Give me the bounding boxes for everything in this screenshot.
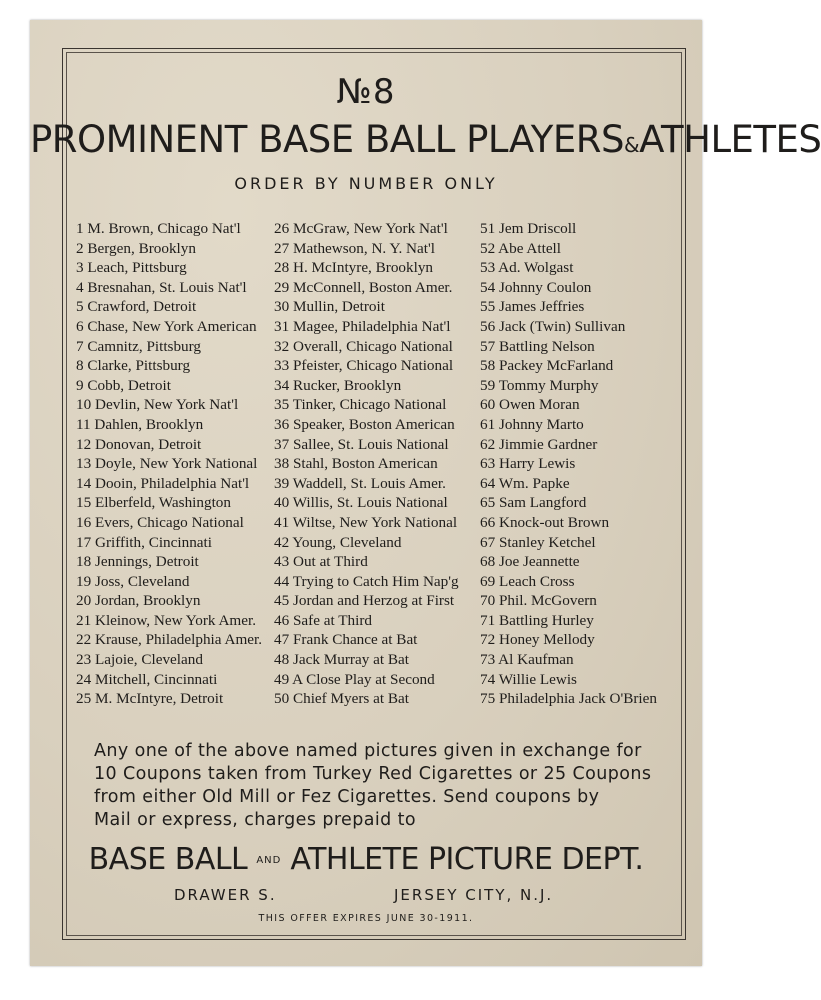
player-column-3-item: 67 Stanley Ketchel: [480, 533, 596, 551]
player-column-3-item: 71 Battling Hurley: [480, 611, 594, 629]
player-column-3-item: 64 Wm. Papke: [480, 474, 570, 492]
player-column-1-item: 5 Crawford, Detroit: [76, 298, 197, 316]
player-column-2-item: 30 Mullin, Detroit: [274, 298, 385, 316]
player-column-2-item: 49 A Close Play at Second: [274, 670, 435, 688]
player-column-2-item: 44 Trying to Catch Him Nap'g: [274, 572, 459, 590]
player-column-2-item: 35 Tinker, Chicago National: [274, 396, 447, 414]
title-ampersand: &: [623, 133, 640, 157]
player-column-3-item: 75 Philadelphia Jack O'Brien: [480, 690, 657, 708]
player-column-3-item: 62 Jimmie Gardner: [480, 435, 598, 453]
offer-text-item: Mail or express, charges prepaid to: [94, 810, 416, 830]
order-instruction: ORDER BY NUMBER ONLY: [234, 174, 498, 193]
player-column-3-item: 74 Willie Lewis: [480, 670, 577, 688]
player-column-3-item: 51 Jem Driscoll: [480, 220, 577, 237]
player-column-1-item: 18 Jennings, Detroit: [76, 553, 199, 571]
player-column-2-item: 31 Magee, Philadelphia Nat'l: [274, 317, 451, 335]
player-column-3-item: 70 Phil. McGovern: [480, 592, 597, 610]
player-column-2-item: 41 Wiltse, New York National: [274, 513, 458, 531]
player-column-1-item: 21 Kleinow, New York Amer.: [76, 611, 256, 629]
player-column-2-item: 39 Waddell, St. Louis Amer.: [274, 474, 446, 492]
player-column-1-item: 9 Cobb, Detroit: [76, 376, 171, 394]
player-column-2-item: 36 Speaker, Boston American: [274, 415, 455, 433]
player-column-1-item: 14 Dooin, Philadelphia Nat'l: [76, 474, 250, 492]
player-column-2-item: 50 Chief Myers at Bat: [274, 690, 409, 708]
player-column-3-item: 52 Abe Attell: [480, 239, 561, 257]
offer-expiry: THIS OFFER EXPIRES JUNE 30-1911.: [258, 913, 474, 924]
player-column-1-item: 2 Bergen, Brooklyn: [76, 239, 196, 257]
department-name: [30, 842, 702, 877]
player-column-1-item: 10 Devlin, New York Nat'l: [76, 396, 239, 414]
player-column-1-item: 25 M. McIntyre, Detroit: [76, 690, 224, 708]
player-column-1-item: 11 Dahlen, Brooklyn: [76, 415, 204, 433]
player-column-2-item: 27 Mathewson, N. Y. Nat'l: [274, 239, 435, 257]
player-column-2-item: 43 Out at Third: [274, 553, 368, 571]
player-column-2-item: 28 H. McIntyre, Brooklyn: [274, 259, 434, 277]
player-column-1: [76, 219, 262, 709]
player-column-3-item: 72 Honey Mellody: [480, 631, 595, 649]
player-column-3-item: 68 Joe Jeannette: [480, 553, 580, 571]
city-address: JERSEY CITY, N.J.: [394, 886, 554, 904]
player-column-3-item: 57 Battling Nelson: [480, 337, 595, 355]
offer-text: [94, 740, 674, 832]
dept-base-ball: BASE BALL: [88, 842, 248, 877]
player-column-2-item: 42 Young, Cleveland: [274, 533, 402, 551]
player-column-1-item: 1 M. Brown, Chicago Nat'l: [76, 220, 241, 237]
player-column-2-item: 47 Frank Chance at Bat: [274, 631, 418, 649]
player-column-2-item: 45 Jordan and Herzog at First: [274, 592, 455, 610]
player-column-3-item: 55 James Jeffries: [480, 298, 585, 316]
player-column-3: [480, 219, 657, 709]
player-column-1-item: 13 Doyle, New York National: [76, 455, 258, 473]
player-column-1-item: 23 Lajoie, Cleveland: [76, 651, 203, 669]
player-column-2-item: 48 Jack Murray at Bat: [274, 651, 409, 669]
player-column-2-item: 40 Willis, St. Louis National: [274, 494, 448, 512]
player-column-1-item: 15 Elberfeld, Washington: [76, 494, 231, 512]
dept-and: AND: [256, 855, 282, 866]
player-column-3-item: 65 Sam Langford: [480, 494, 587, 512]
card-number: №8: [336, 72, 396, 112]
player-column-1-item: 12 Donovan, Detroit: [76, 435, 202, 453]
title-athletes: ATHLETES: [639, 118, 821, 161]
player-column-1-item: 4 Bresnahan, St. Louis Nat'l: [76, 278, 247, 296]
player-column-3-item: 69 Leach Cross: [480, 572, 575, 590]
offer-text-item: Any one of the above named pictures given in exchange for: [94, 741, 642, 761]
player-column-2-item: 38 Stahl, Boston American: [274, 455, 438, 473]
player-column-1-item: 6 Chase, New York American: [76, 317, 257, 335]
offer-text-item: from either Old Mill or Fez Cigarettes. Send coupons by: [94, 787, 600, 807]
player-column-3-item: 53 Ad. Wolgast: [480, 259, 574, 277]
player-column-3-item: 60 Owen Moran: [480, 396, 580, 414]
player-column-3-item: 61 Johnny Marto: [480, 415, 584, 433]
player-column-3-item: 73 Al Kaufman: [480, 651, 574, 669]
title-main: PROMINENT BASE BALL PLAYERS: [30, 118, 624, 161]
player-column-2-item: 46 Safe at Third: [274, 611, 372, 629]
drawer-address: DRAWER S.: [174, 886, 277, 904]
player-column-1-item: 16 Evers, Chicago National: [76, 513, 244, 531]
player-column-1-item: 20 Jordan, Brooklyn: [76, 592, 201, 610]
card: [30, 20, 821, 966]
player-column-2-item: 29 McConnell, Boston Amer.: [274, 278, 453, 296]
player-column-3-item: 56 Jack (Twin) Sullivan: [480, 317, 626, 335]
player-column-2: [274, 219, 459, 709]
offer-text-item: 10 Coupons taken from Turkey Red Cigarettes or 25 Coupons: [94, 764, 652, 784]
player-column-3-item: 66 Knock-out Brown: [480, 513, 610, 531]
player-column-3-item: 63 Harry Lewis: [480, 455, 576, 473]
player-column-1-item: 17 Griffith, Cincinnati: [76, 533, 212, 551]
player-column-1-item: 8 Clarke, Pittsburg: [76, 357, 191, 375]
dept-athlete: ATHLETE PICTURE DEPT.: [290, 842, 644, 877]
player-column-2-item: 33 Pfeister, Chicago National: [274, 357, 454, 375]
player-column-1-item: 24 Mitchell, Cincinnati: [76, 670, 218, 688]
player-column-1-item: 7 Camnitz, Pittsburg: [76, 337, 202, 355]
player-column-1-item: 22 Krause, Philadelphia Amer.: [76, 631, 263, 649]
player-column-3-item: 59 Tommy Murphy: [480, 376, 599, 394]
player-column-2-item: 32 Overall, Chicago National: [274, 337, 453, 355]
player-column-1-item: 19 Joss, Cleveland: [76, 572, 190, 590]
player-column-2-item: 37 Sallee, St. Louis National: [274, 435, 449, 453]
player-column-3-item: 54 Johnny Coulon: [480, 278, 592, 296]
page-title: [30, 118, 821, 161]
player-column-2-item: 26 McGraw, New York Nat'l: [274, 220, 448, 237]
player-column-2-item: 34 Rucker, Brooklyn: [274, 376, 402, 394]
player-column-1-item: 3 Leach, Pittsburg: [76, 259, 187, 277]
player-column-3-item: 58 Packey McFarland: [480, 357, 614, 375]
